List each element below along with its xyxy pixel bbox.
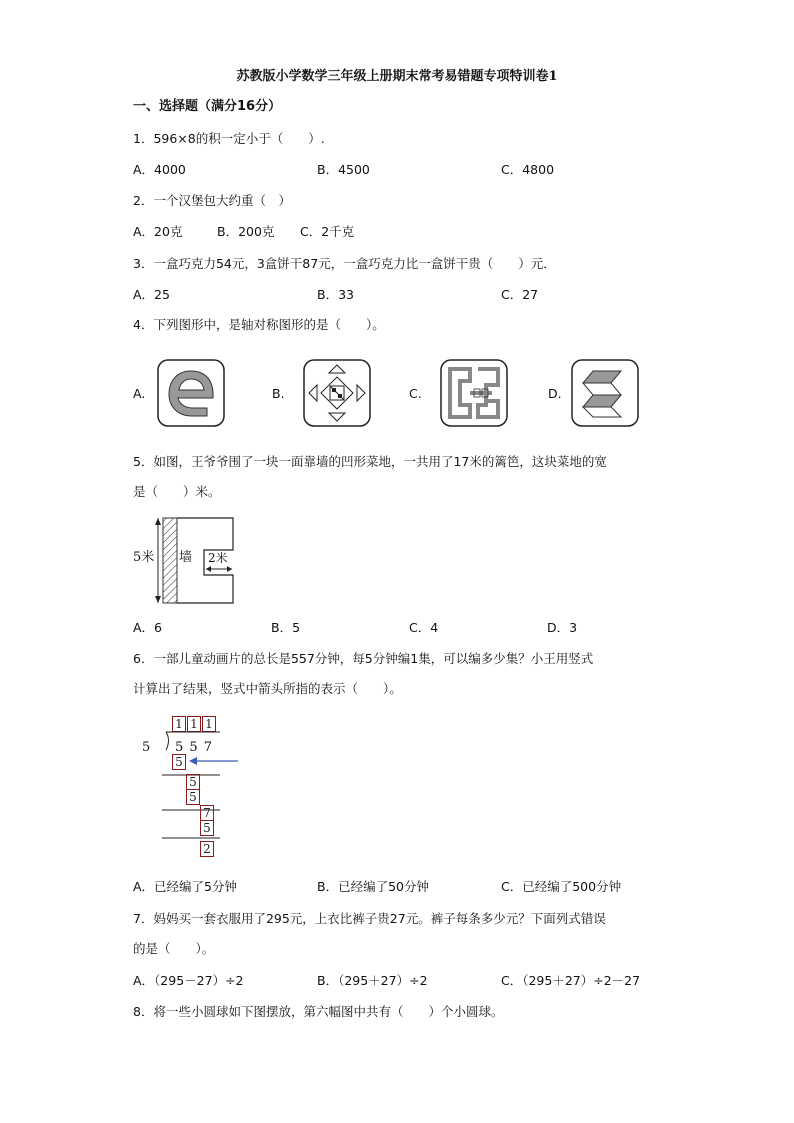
q4-stem: 4．下列图形中，是轴对称图形的是（ ）。	[133, 317, 385, 332]
remainder-digit: 2	[200, 841, 214, 857]
q5-option-c: C．4	[409, 620, 439, 635]
q5-option-b: B．5	[271, 620, 301, 635]
q7-option-c: C．（295＋27）÷2－27	[501, 973, 641, 988]
diagram-wall-label: 墙	[179, 550, 193, 565]
q6-option-a: A．已经编了5分钟	[133, 879, 238, 894]
quotient-digit: 1	[172, 716, 186, 732]
q1-stem: 1．596×8的积一定小于（ ）.	[133, 131, 325, 146]
figure-arrows-icon	[303, 359, 371, 427]
quotient-digit: 1	[187, 716, 201, 732]
q3-stem: 3．一盒巧克力54元，3盒饼干87元，一盒巧克力比一盒饼干贵（ ）元．	[133, 256, 556, 271]
q6-option-b: B．已经编了50分钟	[317, 879, 429, 894]
q2-stem: 2．一个汉堡包大约重（ ）	[133, 193, 291, 208]
step-digit-arrowed: 5	[172, 754, 186, 770]
figure-parallelograms-icon	[571, 359, 639, 427]
diagram-height-label: 5米	[133, 550, 155, 565]
quotient-digit: 1	[202, 716, 216, 732]
q7-stem-line1: 7．妈妈买一套衣服用了295元，上衣比裤子贵27元。裤子每条多少元？下面列式错误	[133, 911, 606, 926]
figure-letter-e-icon	[157, 359, 225, 427]
section-heading: 一、选择题（满分16分）	[133, 99, 282, 114]
q4-label-c: C.	[409, 386, 422, 401]
q5-stem-line2: 是（ ）米。	[133, 484, 221, 499]
step-digit: 5	[200, 820, 214, 836]
q6-stem-line1: 6．一部儿童动画片的总长是557分钟，每5分钟编1集，可以编多少集？小王用竖式	[133, 651, 594, 666]
q5-stem-line1: 5．如图，王爷爷围了一块一面靠墙的凹形菜地，一共用了17米的篱笆，这块菜地的宽	[133, 454, 607, 469]
q4-label-d: D.	[548, 386, 562, 401]
step-digit: 5	[186, 774, 200, 790]
q2-option-b: B．200克	[217, 224, 275, 239]
q5-option-d: D．3	[547, 620, 578, 635]
q6-stem-line2: 计算出了结果，竖式中箭头所指的表示（ ）。	[133, 681, 402, 696]
page-title: 苏教版小学数学三年级上册期末常考易错题专项特训卷1	[236, 69, 558, 84]
q3-option-c: C．27	[501, 287, 539, 302]
q3-option-a: A．25	[133, 287, 170, 302]
q5-option-a: A．6	[133, 620, 163, 635]
q1-option-b: B．4500	[317, 162, 370, 177]
step-digit: 5	[186, 789, 200, 805]
q3-option-b: B．33	[317, 287, 354, 302]
step-digit: 7	[200, 805, 214, 821]
q7-option-b: B．（295＋27）÷2	[317, 973, 428, 988]
q4-label-b: B.	[272, 386, 285, 401]
divisor: 5	[142, 740, 151, 755]
diagram-width-label: 2米	[208, 551, 228, 565]
q4-label-a: A.	[133, 386, 146, 401]
q2-option-a: A．20克	[133, 224, 183, 239]
figure-knot-icon	[440, 359, 508, 427]
q7-option-a: A．（295－27）÷2	[133, 973, 244, 988]
q8-stem: 8．将一些小圆球如下图摆放，第六幅图中共有（ ）个小圆球。	[133, 1004, 504, 1019]
q6-option-c: C．已经编了500分钟	[501, 879, 622, 894]
q7-stem-line2: 的是（ ）。	[133, 941, 215, 956]
dividend: 5 5 7	[175, 740, 214, 755]
q2-option-c: C．2千克	[300, 224, 355, 239]
q1-option-c: C．4800	[501, 162, 555, 177]
q1-option-a: A．4000	[133, 162, 186, 177]
